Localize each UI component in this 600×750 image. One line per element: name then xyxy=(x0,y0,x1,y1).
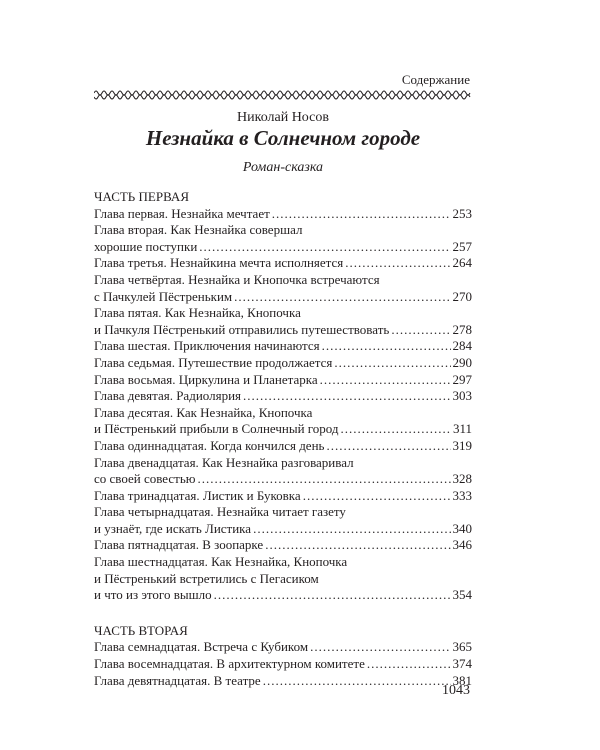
page-number: 1043 xyxy=(442,683,470,698)
toc-entry[interactable] xyxy=(94,673,472,690)
toc-entry-page: 365 xyxy=(452,639,472,655)
toc-entry-page: 340 xyxy=(452,520,472,536)
toc-entry[interactable] xyxy=(94,488,472,505)
toc-entry-title-line: Глава тринадцатая. Листик и Буковка xyxy=(94,487,301,503)
toc-entry-page: 346 xyxy=(452,537,472,553)
toc-entry-page: 381 xyxy=(452,672,472,688)
toc-entry[interactable] xyxy=(94,639,472,656)
toc-entry-page: 374 xyxy=(452,656,472,672)
toc-entry-title-line: хорошие поступки xyxy=(94,238,198,254)
dot-leader xyxy=(334,355,450,372)
toc-entry-page: 264 xyxy=(452,255,472,271)
toc-entry-page: 328 xyxy=(452,471,472,487)
dot-leader xyxy=(345,255,450,272)
toc-entry[interactable] xyxy=(94,206,472,223)
dot-leader xyxy=(198,471,451,488)
toc-entry-title-line: Глава пятнадцатая. В зоопарке xyxy=(94,537,264,553)
dot-leader xyxy=(265,537,450,554)
toc-entry-page: 303 xyxy=(452,388,472,404)
toc-entry-title-line: Глава четырнадцатая. Незнайка читает газету xyxy=(94,504,346,520)
running-header: Содержание xyxy=(401,72,470,87)
toc-entry-title-line: и Пачкуля Пёстренький отправились путешествовать xyxy=(94,321,390,337)
toc-entry-page: 253 xyxy=(452,205,472,221)
book-subtitle: Роман-сказка xyxy=(242,160,324,175)
toc-entry-title-line: Глава шестая. Приключения начинаются xyxy=(94,338,320,354)
dot-leader xyxy=(234,289,450,306)
dot-leader xyxy=(391,322,450,339)
toc-entry-title-line: Глава девятая. Радиолярия xyxy=(94,388,242,404)
toc-entry-title-line: Глава десятая. Как Незнайка, Кнопочка xyxy=(94,404,313,420)
toc-entry[interactable] xyxy=(94,656,472,673)
toc-entry-title-line: Глава третья. Незнайкина мечта исполняется xyxy=(94,255,344,271)
toc-entry-page: 257 xyxy=(452,238,472,254)
toc-entry-title-line: Глава шестнадцатая. Как Незнайка, Кнопочка xyxy=(94,554,348,570)
dot-leader xyxy=(263,673,451,690)
part-spacer xyxy=(94,604,472,623)
part-heading: ЧАСТЬ ПЕРВАЯ xyxy=(94,189,189,204)
dot-leader xyxy=(303,488,451,505)
dot-leader xyxy=(310,639,450,656)
toc-entry-title-line: со своей совестью xyxy=(94,471,196,487)
toc-entry[interactable] xyxy=(94,388,472,405)
dot-leader xyxy=(214,587,451,604)
table-of-contents xyxy=(94,189,472,689)
toc-entry-title-line: и Пёстренький прибыли в Солнечный город xyxy=(94,421,339,437)
dot-leader xyxy=(320,372,451,389)
toc-entry[interactable] xyxy=(94,338,472,355)
toc-entry-title-line: и узнаёт, где искать Листика xyxy=(94,520,252,536)
toc-entry-title-line: Глава вторая. Как Незнайка совершал xyxy=(94,222,303,238)
toc-entry-page: 297 xyxy=(452,371,472,387)
author-name: Николай Носов xyxy=(237,110,329,125)
toc-entry[interactable] xyxy=(94,455,472,488)
toc-entry-title-line: Глава восемнадцатая. В архитектурном комитете xyxy=(94,656,365,672)
dot-leader xyxy=(326,438,450,455)
toc-entry-title-line: Глава первая. Незнайка мечтает xyxy=(94,205,270,221)
toc-entry[interactable] xyxy=(94,504,472,537)
toc-entry-title-line: и что из этого вышло xyxy=(94,587,212,603)
toc-entry-page: 284 xyxy=(452,338,472,354)
toc-entry[interactable] xyxy=(94,372,472,389)
toc-entry-page: 270 xyxy=(452,288,472,304)
toc-entry-page: 354 xyxy=(452,587,472,603)
part-heading: ЧАСТЬ ВТОРАЯ xyxy=(94,622,188,638)
book-title: Незнайка в Солнечном городе xyxy=(145,126,421,150)
toc-entry[interactable] xyxy=(94,537,472,554)
toc-entry-title-line: и Пёстренький встретились с Пегасиком xyxy=(94,570,319,586)
toc-entry-title-line: Глава девятнадцатая. В театре xyxy=(94,672,261,688)
toc-entry-page: 290 xyxy=(452,354,472,370)
toc-entry-title-line: с Пачкулей Пёстреньким xyxy=(94,288,233,304)
toc-entry[interactable] xyxy=(94,255,472,272)
toc-entry-title-line: Глава седьмая. Путешествие продолжается xyxy=(94,354,333,370)
toc-entry[interactable] xyxy=(94,305,472,338)
toc-entry[interactable] xyxy=(94,222,472,255)
toc-entry-title-line: Глава семнадцатая. Встреча с Кубиком xyxy=(94,639,309,655)
toc-entry-title-line: Глава одиннадцатая. Когда кончился день xyxy=(94,437,325,453)
toc-entry-page: 311 xyxy=(452,421,472,437)
toc-entry[interactable] xyxy=(94,438,472,455)
toc-entry-title-line: Глава восьмая. Циркулина и Планетарка xyxy=(94,371,318,387)
dot-leader xyxy=(199,239,450,256)
dot-leader xyxy=(243,388,450,405)
dot-leader xyxy=(341,421,451,438)
dot-leader xyxy=(367,656,451,673)
toc-entry-page: 333 xyxy=(452,487,472,503)
toc-entry[interactable] xyxy=(94,355,472,372)
toc-entry-title-line: Глава четвёртая. Незнайка и Кнопочка встречаются xyxy=(94,271,380,287)
toc-entry-title-line: Глава двенадцатая. Как Незнайка разговаривал xyxy=(94,454,354,470)
toc-entry[interactable] xyxy=(94,272,472,305)
toc-entry[interactable] xyxy=(94,405,472,438)
dot-leader xyxy=(253,521,450,538)
toc-entry-title-line: Глава пятая. Как Незнайка, Кнопочка xyxy=(94,305,301,321)
dot-leader xyxy=(322,338,451,355)
toc-entry-page: 278 xyxy=(452,321,472,337)
toc-entry-page: 319 xyxy=(452,437,472,453)
dot-leader xyxy=(272,206,451,223)
toc-entry[interactable] xyxy=(94,554,472,604)
decorative-wavy-rule xyxy=(94,89,472,101)
